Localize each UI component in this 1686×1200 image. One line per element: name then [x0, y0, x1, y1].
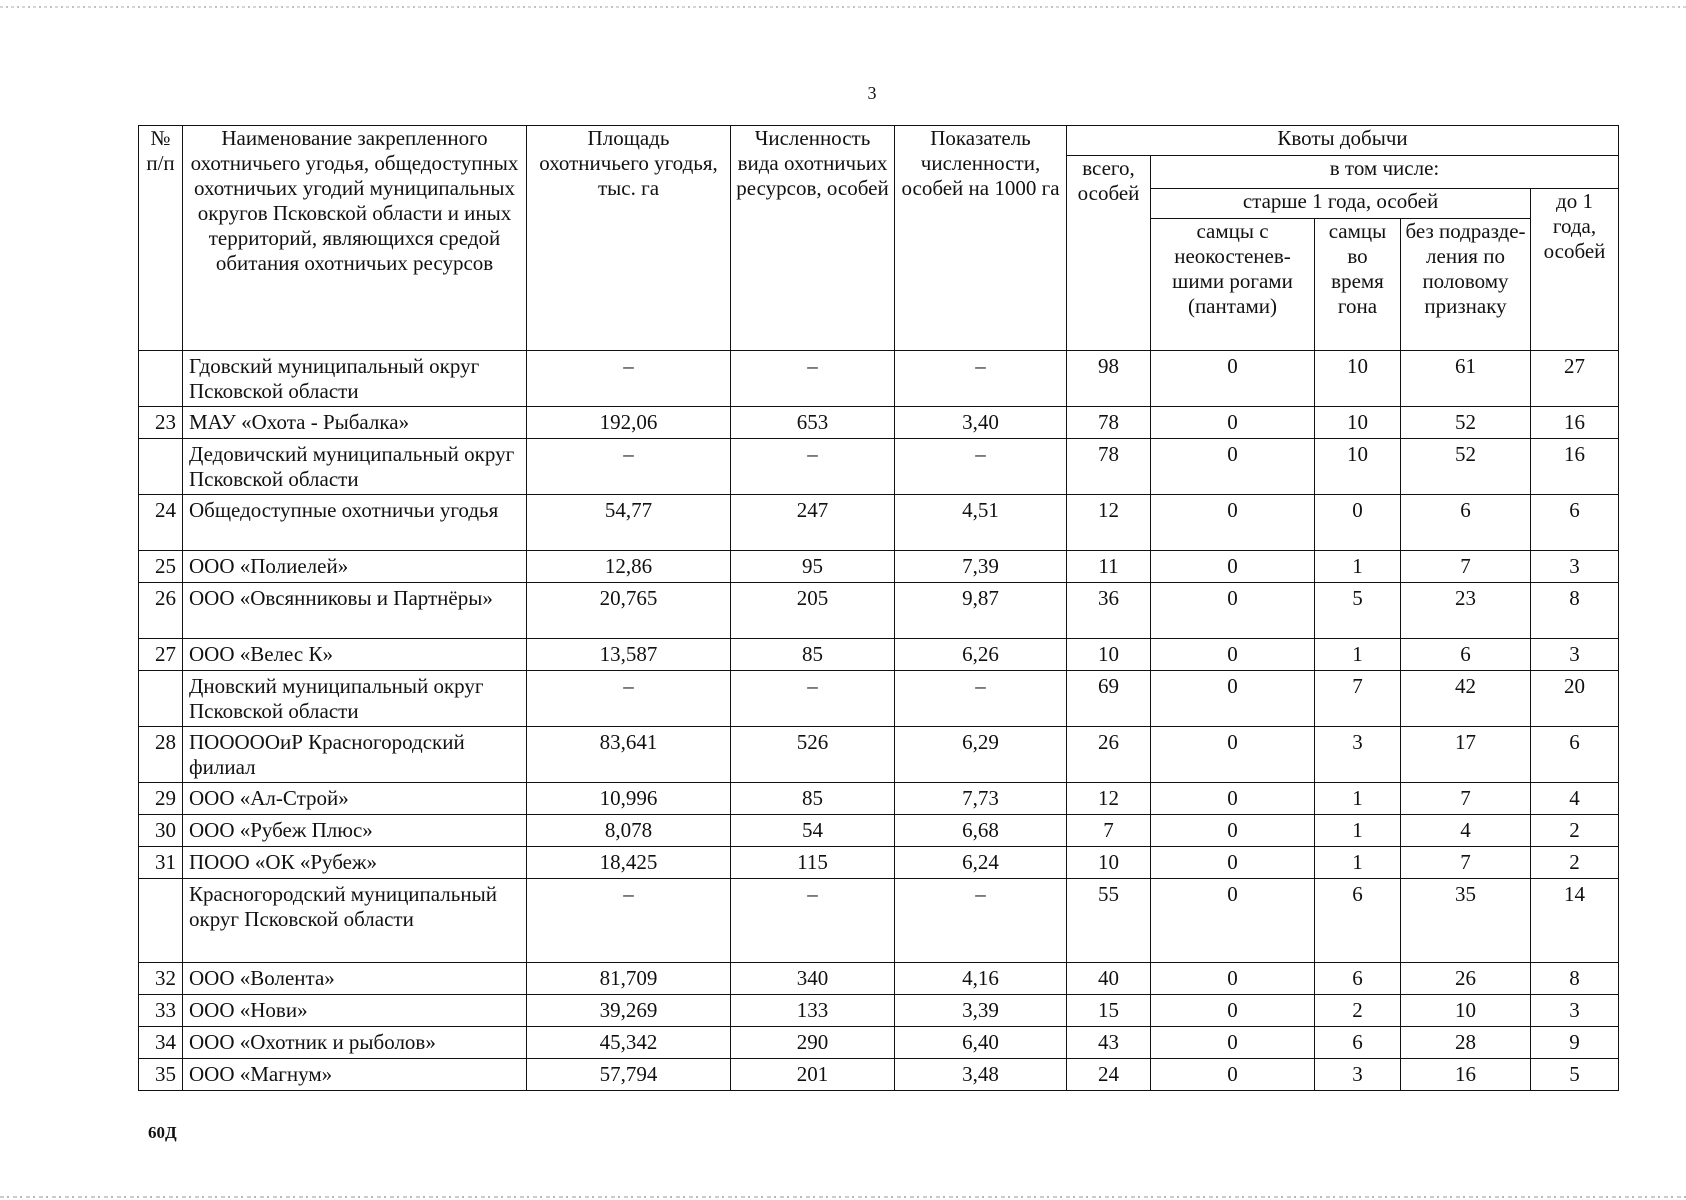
cell-density: 9,87 — [895, 583, 1067, 639]
cell-rut: 10 — [1315, 351, 1401, 407]
cell-num: 29 — [139, 783, 183, 815]
cell-num: 32 — [139, 963, 183, 995]
cell-density: 3,40 — [895, 407, 1067, 439]
cell-rut: 7 — [1315, 671, 1401, 727]
header-total: всего, особей — [1067, 156, 1151, 351]
cell-antlers: 0 — [1151, 727, 1315, 783]
cell-density: 3,39 — [895, 995, 1067, 1027]
cell-under1: 14 — [1531, 879, 1619, 963]
cell-under1: 9 — [1531, 1027, 1619, 1059]
header-num: № п/п — [139, 126, 183, 351]
cell-name: ООО «Полиелей» — [183, 551, 527, 583]
cell-num — [139, 439, 183, 495]
cell-population: – — [731, 439, 895, 495]
cell-antlers: 0 — [1151, 995, 1315, 1027]
cell-antlers: 0 — [1151, 351, 1315, 407]
cell-nosex: 7 — [1401, 783, 1531, 815]
cell-total: 10 — [1067, 639, 1151, 671]
page-number: 3 — [867, 83, 877, 103]
cell-rut: 1 — [1315, 551, 1401, 583]
cell-under1: 20 — [1531, 671, 1619, 727]
cell-density: 7,39 — [895, 551, 1067, 583]
header-antlers: самцы с неокостенев- шими рогами (пантами) — [1151, 219, 1315, 351]
table-row — [139, 671, 1619, 727]
cell-antlers: 0 — [1151, 1059, 1315, 1091]
cell-num: 34 — [139, 1027, 183, 1059]
cell-name: ООО «Нови» — [183, 995, 527, 1027]
header-area: Площадь охотничьего угодья, тыс. га — [527, 126, 731, 351]
cell-under1: 16 — [1531, 439, 1619, 495]
cell-density: 7,73 — [895, 783, 1067, 815]
cell-num: 31 — [139, 847, 183, 879]
cell-density: 6,26 — [895, 639, 1067, 671]
cell-rut: 1 — [1315, 815, 1401, 847]
table-row — [139, 439, 1619, 495]
table-row — [139, 783, 1619, 815]
cell-under1: 27 — [1531, 351, 1619, 407]
cell-name: ООО «Овсянниковы и Партнёры» — [183, 583, 527, 639]
cell-population: – — [731, 671, 895, 727]
header-quotas: Квоты добычи — [1067, 126, 1619, 156]
table-row — [139, 583, 1619, 639]
cell-nosex: 26 — [1401, 963, 1531, 995]
cell-num — [139, 879, 183, 963]
cell-rut: 10 — [1315, 407, 1401, 439]
cell-population: 340 — [731, 963, 895, 995]
header-population: Численность вида охотничьих ресурсов, особей — [731, 126, 895, 351]
cell-density: – — [895, 351, 1067, 407]
table-row — [139, 407, 1619, 439]
cell-num: 23 — [139, 407, 183, 439]
cell-rut: 10 — [1315, 439, 1401, 495]
cell-total: 78 — [1067, 439, 1151, 495]
table-row — [139, 551, 1619, 583]
table-row — [139, 495, 1619, 551]
cell-nosex: 16 — [1401, 1059, 1531, 1091]
cell-rut: 3 — [1315, 1059, 1401, 1091]
cell-density: 6,68 — [895, 815, 1067, 847]
cell-name: ООО «Рубеж Плюс» — [183, 815, 527, 847]
cell-nosex: 17 — [1401, 727, 1531, 783]
header-nosex: без подразде- ления по половому признаку — [1401, 219, 1531, 351]
cell-under1: 2 — [1531, 815, 1619, 847]
cell-density: 3,48 — [895, 1059, 1067, 1091]
cell-population: 201 — [731, 1059, 895, 1091]
cell-area: 192,06 — [527, 407, 731, 439]
cell-rut: 6 — [1315, 1027, 1401, 1059]
cell-density: 6,29 — [895, 727, 1067, 783]
cell-name: ПОООООиР Красногородский филиал — [183, 727, 527, 783]
cell-total: 15 — [1067, 995, 1151, 1027]
cell-area: 13,587 — [527, 639, 731, 671]
cell-rut: 1 — [1315, 639, 1401, 671]
cell-total: 98 — [1067, 351, 1151, 407]
cell-nosex: 35 — [1401, 879, 1531, 963]
cell-nosex: 23 — [1401, 583, 1531, 639]
cell-antlers: 0 — [1151, 783, 1315, 815]
cell-area: – — [527, 879, 731, 963]
cell-total: 12 — [1067, 495, 1151, 551]
cell-area: 10,996 — [527, 783, 731, 815]
cell-rut: 6 — [1315, 963, 1401, 995]
cell-population: 526 — [731, 727, 895, 783]
cell-area: 18,425 — [527, 847, 731, 879]
cell-area: 81,709 — [527, 963, 731, 995]
cell-antlers: 0 — [1151, 671, 1315, 727]
cell-total: 43 — [1067, 1027, 1151, 1059]
cell-total: 69 — [1067, 671, 1151, 727]
cell-population: 115 — [731, 847, 895, 879]
cell-density: – — [895, 671, 1067, 727]
cell-nosex: 7 — [1401, 847, 1531, 879]
cell-total: 24 — [1067, 1059, 1151, 1091]
cell-antlers: 0 — [1151, 1027, 1315, 1059]
cell-population: 85 — [731, 783, 895, 815]
cell-area: 54,77 — [527, 495, 731, 551]
cell-under1: 2 — [1531, 847, 1619, 879]
document-code: 60Д — [148, 1123, 177, 1142]
cell-nosex: 52 — [1401, 439, 1531, 495]
cell-area: 57,794 — [527, 1059, 731, 1091]
cell-antlers: 0 — [1151, 879, 1315, 963]
header-older: старше 1 года, особей — [1151, 188, 1531, 219]
cell-nosex: 52 — [1401, 407, 1531, 439]
table-row — [139, 815, 1619, 847]
cell-under1: 8 — [1531, 963, 1619, 995]
cell-antlers: 0 — [1151, 815, 1315, 847]
cell-antlers: 0 — [1151, 639, 1315, 671]
cell-nosex: 28 — [1401, 1027, 1531, 1059]
cell-nosex: 4 — [1401, 815, 1531, 847]
cell-name: Дновский муниципальный округ Псковской области — [183, 671, 527, 727]
cell-area: – — [527, 351, 731, 407]
cell-num: 26 — [139, 583, 183, 639]
table-row — [139, 639, 1619, 671]
cell-population: – — [731, 351, 895, 407]
cell-population: – — [731, 879, 895, 963]
table-row — [139, 963, 1619, 995]
cell-name: ООО «Велес К» — [183, 639, 527, 671]
cell-name: ООО «Волента» — [183, 963, 527, 995]
cell-density: 6,24 — [895, 847, 1067, 879]
cell-under1: 4 — [1531, 783, 1619, 815]
cell-area: – — [527, 671, 731, 727]
cell-area: 20,765 — [527, 583, 731, 639]
cell-area: – — [527, 439, 731, 495]
cell-antlers: 0 — [1151, 847, 1315, 879]
hunting-quota-table — [138, 125, 1619, 1091]
cell-name: Дедовичский муниципальный округ Псковской области — [183, 439, 527, 495]
cell-name: ПООО «ОК «Рубеж» — [183, 847, 527, 879]
cell-nosex: 6 — [1401, 495, 1531, 551]
cell-population: 205 — [731, 583, 895, 639]
table-row — [139, 1059, 1619, 1091]
cell-total: 36 — [1067, 583, 1151, 639]
cell-rut: 0 — [1315, 495, 1401, 551]
cell-antlers: 0 — [1151, 407, 1315, 439]
header-rut: самцы во время гона — [1315, 219, 1401, 351]
cell-population: 653 — [731, 407, 895, 439]
cell-density: 4,51 — [895, 495, 1067, 551]
cell-antlers: 0 — [1151, 439, 1315, 495]
cell-num: 30 — [139, 815, 183, 847]
table-row — [139, 727, 1619, 783]
cell-area: 45,342 — [527, 1027, 731, 1059]
cell-nosex: 7 — [1401, 551, 1531, 583]
cell-total: 12 — [1067, 783, 1151, 815]
cell-area: 8,078 — [527, 815, 731, 847]
cell-under1: 3 — [1531, 639, 1619, 671]
cell-population: 247 — [731, 495, 895, 551]
table-row — [139, 995, 1619, 1027]
table-row — [139, 879, 1619, 963]
cell-name: Гдовский муниципальный округ Псковской области — [183, 351, 527, 407]
cell-population: 95 — [731, 551, 895, 583]
cell-rut: 5 — [1315, 583, 1401, 639]
cell-area: 83,641 — [527, 727, 731, 783]
cell-nosex: 10 — [1401, 995, 1531, 1027]
cell-total: 78 — [1067, 407, 1151, 439]
cell-num: 25 — [139, 551, 183, 583]
cell-total: 26 — [1067, 727, 1151, 783]
cell-num — [139, 671, 183, 727]
cell-name: Красногородский муниципальный округ Псковской области — [183, 879, 527, 963]
header-density: Показатель численности, особей на 1000 га — [895, 126, 1067, 351]
cell-num: 27 — [139, 639, 183, 671]
cell-name: ООО «Охотник и рыболов» — [183, 1027, 527, 1059]
cell-under1: 6 — [1531, 495, 1619, 551]
cell-num — [139, 351, 183, 407]
cell-total: 40 — [1067, 963, 1151, 995]
cell-under1: 8 — [1531, 583, 1619, 639]
cell-rut: 1 — [1315, 847, 1401, 879]
table-row — [139, 351, 1619, 407]
cell-name: ООО «Ал-Строй» — [183, 783, 527, 815]
cell-num: 24 — [139, 495, 183, 551]
cell-under1: 5 — [1531, 1059, 1619, 1091]
cell-under1: 6 — [1531, 727, 1619, 783]
cell-nosex: 42 — [1401, 671, 1531, 727]
cell-population: 290 — [731, 1027, 895, 1059]
cell-under1: 16 — [1531, 407, 1619, 439]
cell-density: – — [895, 879, 1067, 963]
cell-density: 4,16 — [895, 963, 1067, 995]
cell-total: 11 — [1067, 551, 1151, 583]
cell-name: Общедоступные охотничьи угодья — [183, 495, 527, 551]
cell-num: 33 — [139, 995, 183, 1027]
cell-rut: 1 — [1315, 783, 1401, 815]
cell-population: 54 — [731, 815, 895, 847]
cell-population: 133 — [731, 995, 895, 1027]
cell-total: 10 — [1067, 847, 1151, 879]
header-under1: до 1 года, особей — [1531, 188, 1619, 351]
cell-total: 7 — [1067, 815, 1151, 847]
cell-under1: 3 — [1531, 551, 1619, 583]
cell-antlers: 0 — [1151, 583, 1315, 639]
table-row — [139, 1027, 1619, 1059]
cell-antlers: 0 — [1151, 551, 1315, 583]
cell-nosex: 61 — [1401, 351, 1531, 407]
cell-density: – — [895, 439, 1067, 495]
header-name: Наименование закрепленного охотничьего угодья, общедоступных охотничьих угодий муниципальных округов Псковской области и иных территорий, являющихся средой обитания охотничьих ресурсов — [183, 126, 527, 351]
cell-name: ООО «Магнум» — [183, 1059, 527, 1091]
cell-rut: 2 — [1315, 995, 1401, 1027]
cell-rut: 3 — [1315, 727, 1401, 783]
cell-antlers: 0 — [1151, 495, 1315, 551]
cell-area: 12,86 — [527, 551, 731, 583]
cell-rut: 6 — [1315, 879, 1401, 963]
cell-num: 35 — [139, 1059, 183, 1091]
header-including: в том числе: — [1151, 156, 1619, 189]
cell-area: 39,269 — [527, 995, 731, 1027]
scan-edge-top — [0, 6, 1686, 8]
cell-nosex: 6 — [1401, 639, 1531, 671]
scan-edge-bottom — [0, 1196, 1686, 1198]
table-row — [139, 847, 1619, 879]
cell-num: 28 — [139, 727, 183, 783]
cell-under1: 3 — [1531, 995, 1619, 1027]
cell-name: МАУ «Охота - Рыбалка» — [183, 407, 527, 439]
cell-population: 85 — [731, 639, 895, 671]
cell-total: 55 — [1067, 879, 1151, 963]
cell-antlers: 0 — [1151, 963, 1315, 995]
cell-density: 6,40 — [895, 1027, 1067, 1059]
